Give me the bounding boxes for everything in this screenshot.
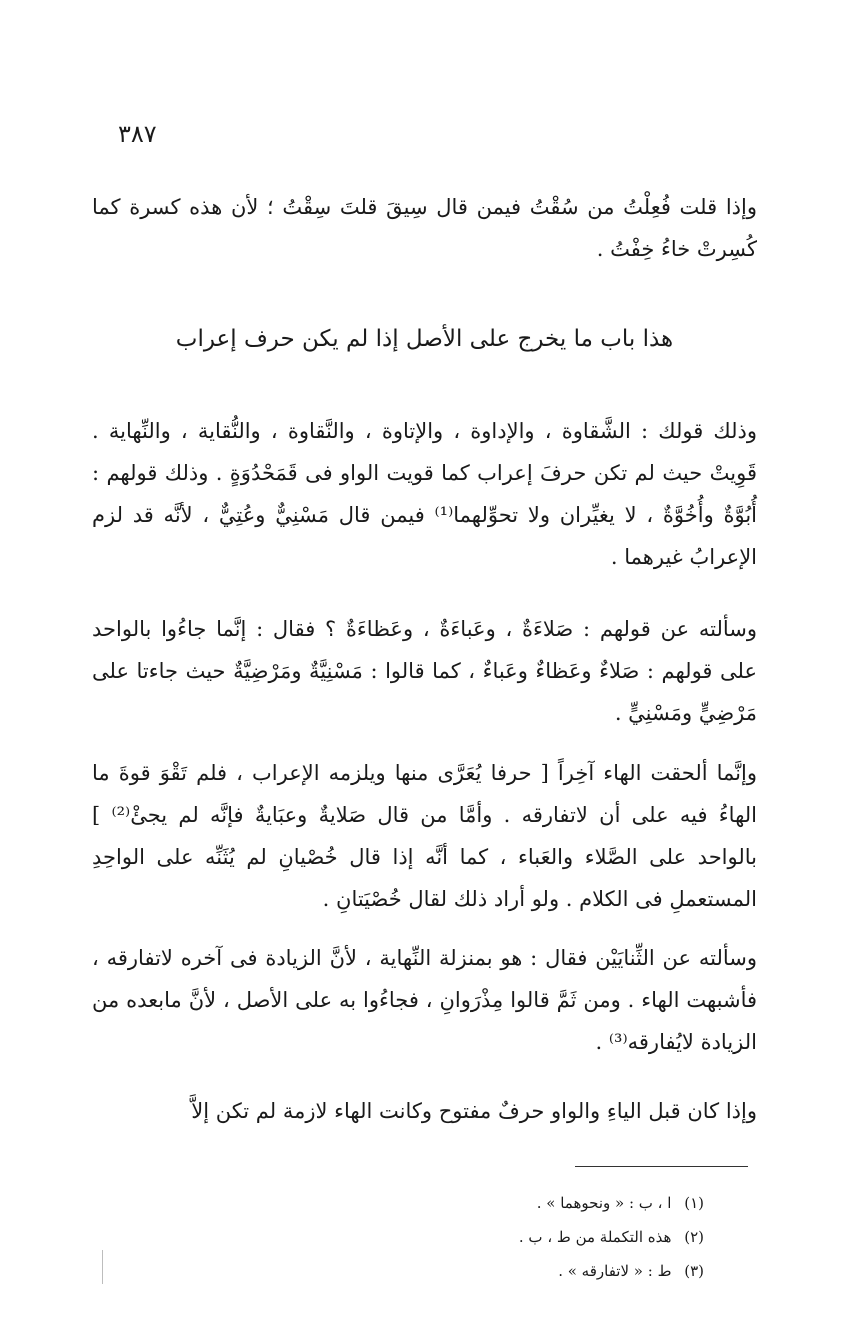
paragraph-text: وذلك قولك : الشَّقاوة ، والإداوة ، والإتاوة ، والنَّقاوة ، والنُّقاية ، والنِّهاية . قَوِيتْ حيث لم تكن حرفَ إعراب كما قويت الواو فى قَمَحْدُوَةٍ . وذلك قولهم : أُبُوَّةٌ وأُخُوَّةٌ ، لا يغيِّران ولا تحوِّلهما⁽¹⁾ فيمن قال مَسْنِيٌّ وعُتِيٌّ ، لأنَّه قد لزم الإعرابُ غيرهما . xyxy=(92,419,758,569)
intro-text: وإذا قلت فُعِلْتُ من سُقْتُ فيمن قال سِيقَ قلتَ سِقْتُ ؛ لأن هذه كسرة كما كُسِرتْ خاءُ خِفْتُ . xyxy=(92,195,757,261)
footnote-text: هذه التكملة من ط ، ب . xyxy=(518,1228,672,1246)
paragraph-2 xyxy=(92,608,757,734)
paragraph-text: وسألته عن قولهم : صَلاءَةٌ ، وعَباءَةٌ ، وعَظاءَةٌ ؟ فقال : إنَّما جاءُوا بالواحد على قولهم : صَلاءٌ وعَظاءٌ وعَباءٌ ، كما قالوا : مَسْنِيَّةٌ ومَرْضِيَّةٌ حيث جاءتا على مَرْضِيٍّ ومَسْنِيٍّ . xyxy=(92,617,757,725)
intro-paragraph xyxy=(92,186,757,270)
paragraph-5 xyxy=(92,1090,757,1132)
footnote-text: ط : « لاتفارقه » . xyxy=(558,1262,672,1280)
page-number: ٣٨٧ xyxy=(118,120,157,148)
paragraph-4 xyxy=(92,937,757,1063)
scan-edge-mark xyxy=(102,1250,103,1284)
footnote-divider xyxy=(575,1166,748,1167)
chapter-heading: هذا باب ما يخرج على الأصل إذا لم يكن حرف إعراب xyxy=(175,326,674,352)
paragraph-3 xyxy=(92,752,757,920)
footnote-3 xyxy=(144,1254,704,1288)
footnote-number: (١) xyxy=(684,1194,704,1212)
paragraph-text: وإذا كان قبل الياءِ والواو حرفٌ مفتوح وكانت الهاء لازمة لم تكن إلاَّ xyxy=(191,1099,757,1123)
footnote-1 xyxy=(144,1186,704,1220)
footnote-text: ا ، ب : « ونحوهما » . xyxy=(536,1194,672,1212)
footnote-2 xyxy=(144,1220,704,1254)
footnote-number: (٢) xyxy=(684,1228,704,1246)
footnotes xyxy=(144,1186,704,1288)
paragraph-1 xyxy=(92,410,757,578)
paragraph-text: وسألته عن الثِّنايَيْن فقال : هو بمنزلة النِّهاية ، لأنَّ الزيادة فى آخره لاتفارقه ، فأشبهت الهاء . ومن ثَمَّ قالوا مِذْرَوانِ ، فجاءُوا به على الأصل ، لأنَّ مابعده من الزيادة لايُفارقه⁽³⁾ . xyxy=(92,946,758,1054)
paragraph-text: وإنَّما ألحقت الهاء آخِراً [ حرفا يُعَرَّى منها ويلزمه الإعراب ، فلم تَقْوَ قوةَ ما الهاءُ فيه على أن لاتفارقه . وأمَّا من قال صَلايةٌ وعبَايةٌ فإنَّه لم يجئْ⁽²⁾ ] بالواحد على الصَّلاء والعَباء ، كما أنَّه إذا قال خُصْيانِ لم يُثَنِّه على الواحِدِ المستعملِ فى الكلام . ولو أراد ذلك لقال خُصْيَتانِ . xyxy=(92,761,757,911)
footnote-number: (٣) xyxy=(684,1262,704,1280)
